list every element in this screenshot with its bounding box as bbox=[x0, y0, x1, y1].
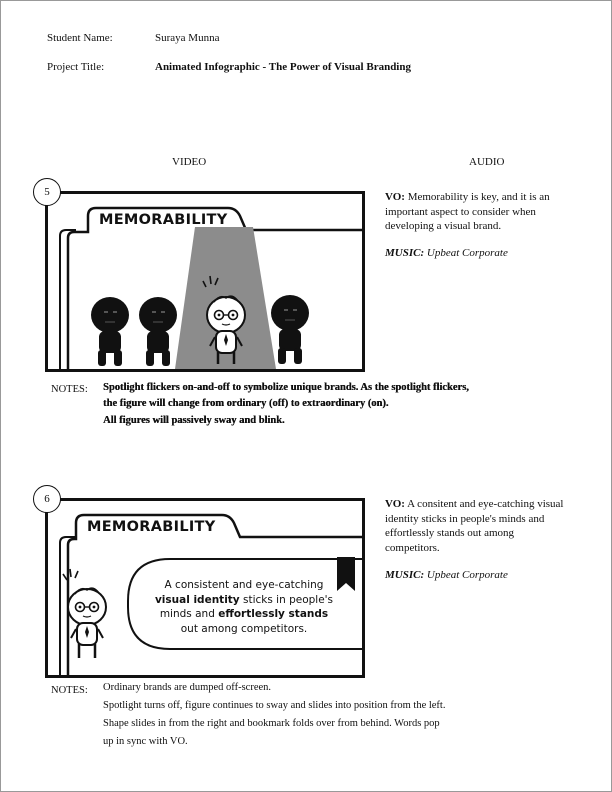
ordinary-figure-2 bbox=[139, 297, 177, 366]
vo-label: VO: bbox=[385, 191, 405, 203]
video-column-header: VIDEO bbox=[172, 156, 207, 168]
music-line-6 bbox=[385, 568, 565, 583]
bubble-emphasis: visual identity bbox=[154, 593, 240, 606]
bubble-line: A consistent and eye-catching bbox=[164, 579, 324, 591]
folder-title-5: MEMORABILITY bbox=[99, 212, 228, 228]
audio-column-header: AUDIO bbox=[469, 156, 505, 168]
music-text: Upbeat Corporate bbox=[424, 246, 508, 259]
audio-block-5 bbox=[385, 190, 565, 260]
notes-label-6: NOTES: bbox=[51, 685, 88, 696]
note-line: Shape slides in from the right and bookmark folds over from behind. Words pop bbox=[103, 718, 440, 729]
music-label: MUSIC: bbox=[385, 569, 425, 581]
music-label: MUSIC: bbox=[385, 246, 425, 259]
bubble-emphasis: effortlessly stands bbox=[218, 608, 329, 620]
audio-block-6 bbox=[385, 497, 565, 583]
note-line: All figures will passively sway and blink. bbox=[103, 415, 285, 426]
music-line-5 bbox=[385, 246, 565, 261]
note-line: Spotlight turns off, figure continues to sway and slides into position from the left. bbox=[103, 700, 446, 711]
note-line: up in sync with VO. bbox=[103, 736, 188, 747]
ordinary-figure-1 bbox=[91, 297, 129, 366]
notes-label-5: NOTES: bbox=[51, 384, 88, 395]
bubble-text-part: minds and bbox=[159, 608, 219, 620]
ordinary-figure-3 bbox=[271, 295, 309, 364]
vo-text: A consitent and eye-catching visual identity sticks in people's minds and effortlessly stands out among competitors. bbox=[385, 498, 564, 554]
bubble-line bbox=[152, 607, 336, 622]
music-text: Upbeat Corporate bbox=[424, 569, 508, 581]
vo-line-6 bbox=[385, 497, 565, 555]
note-line: the figure will change from ordinary (off) to extraordinary (on). bbox=[103, 398, 389, 409]
student-name-label: Student Name: bbox=[47, 32, 113, 44]
bubble-line: out among competitors. bbox=[180, 622, 308, 635]
storyboard-frame-6 bbox=[45, 498, 365, 678]
panel-number-badge-6: 6 bbox=[33, 485, 61, 513]
panel-number-badge-5: 5 bbox=[33, 178, 61, 206]
project-title-label: Project Title: bbox=[47, 61, 105, 73]
bubble-line bbox=[152, 593, 336, 608]
project-title-value: Animated Infographic - The Power of Visual Branding bbox=[155, 61, 411, 73]
folder-title-6: MEMORABILITY bbox=[87, 519, 216, 535]
student-name-value: Suraya Munna bbox=[155, 32, 220, 44]
bubble-text-part: sticks in people's bbox=[239, 593, 334, 606]
vo-label: VO: bbox=[385, 498, 405, 510]
note-line: Ordinary brands are dumped off-screen. bbox=[103, 682, 272, 693]
vo-text: Memorability is key, and it is an important aspect to consider when developing a visual brand. bbox=[385, 191, 550, 232]
storyboard-frame-5 bbox=[45, 191, 365, 372]
bubble-text bbox=[152, 578, 336, 636]
vo-line-5 bbox=[385, 190, 565, 234]
note-line: Spotlight flickers on-and-off to symbolize unique brands. As the spotlight flickers, bbox=[103, 382, 469, 393]
extraordinary-figure bbox=[63, 569, 106, 658]
